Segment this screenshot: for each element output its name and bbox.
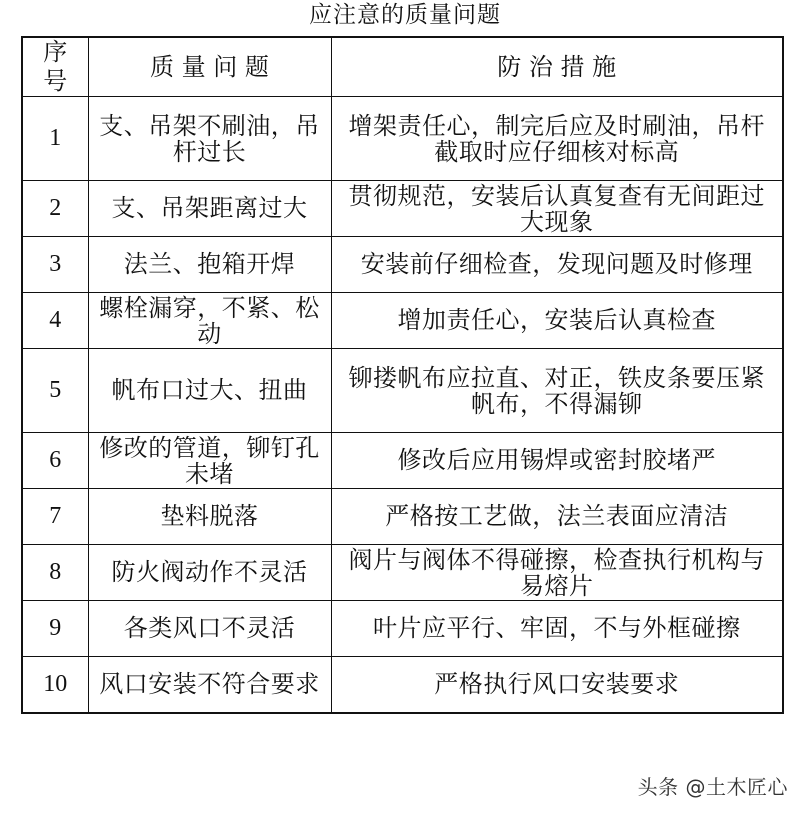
row-number: 8 [22,545,88,601]
table-row [22,545,783,601]
table-row [22,237,783,293]
measure-cell: 贯彻规范，安装后认真复查有无间距过大现象 [331,181,783,237]
row-number: 6 [22,433,88,489]
row-number: 3 [22,237,88,293]
table-row [22,349,783,433]
measure-cell: 铆搂帆布应拉直、对正，铁皮条要压紧帆布，不得漏铆 [331,349,783,433]
table-row [22,181,783,237]
measure-cell: 严格执行风口安装要求 [331,657,783,713]
row-number: 7 [22,489,88,545]
measure-cell: 阀片与阀体不得碰擦，检查执行机构与易熔片 [331,545,783,601]
header-no-label: 序号 [43,38,68,95]
problem-cell: 防火阀动作不灵活 [88,545,331,601]
header-problem: 质 量 问 题 [88,37,331,97]
header-measure: 防 治 措 施 [331,37,783,97]
measure-cell: 增加责任心，安装后认真检查 [331,293,783,349]
row-number: 9 [22,601,88,657]
row-number: 5 [22,349,88,433]
table-row [22,489,783,545]
measure-cell: 修改后应用锡焊或密封胶堵严 [331,433,783,489]
table-row [22,657,783,713]
problem-cell: 风口安装不符合要求 [88,657,331,713]
row-number: 4 [22,293,88,349]
problem-cell: 支、吊架不刷油，吊杆过长 [88,97,331,181]
problem-cell: 支、吊架距离过大 [88,181,331,237]
problem-cell: 修改的管道，铆钉孔未堵 [88,433,331,489]
measure-cell: 叶片应平行、牢固，不与外框碰擦 [331,601,783,657]
problem-cell: 各类风口不灵活 [88,601,331,657]
table-row [22,601,783,657]
table-header-row [22,37,783,97]
watermark-label: 头条 @土木匠心 [637,775,788,799]
table-row [22,433,783,489]
measure-cell: 安装前仔细检查，发现问题及时修理 [331,237,783,293]
row-number: 2 [22,181,88,237]
table-row [22,293,783,349]
problem-cell: 法兰、抱箱开焊 [88,237,331,293]
table-row [22,97,783,181]
row-number: 10 [22,657,88,713]
problem-cell: 帆布口过大、扭曲 [88,349,331,433]
quality-issues-table [21,36,784,714]
table-title: 应注意的质量问题 [309,2,501,28]
measure-cell: 严格按工艺做，法兰表面应清洁 [331,489,783,545]
row-number: 1 [22,97,88,181]
problem-cell: 螺栓漏穿，不紧、松动 [88,293,331,349]
header-no [22,37,88,97]
measure-cell: 增架责任心，制完后应及时刷油，吊杆截取时应仔细核对标高 [331,97,783,181]
problem-cell: 垫料脱落 [88,489,331,545]
